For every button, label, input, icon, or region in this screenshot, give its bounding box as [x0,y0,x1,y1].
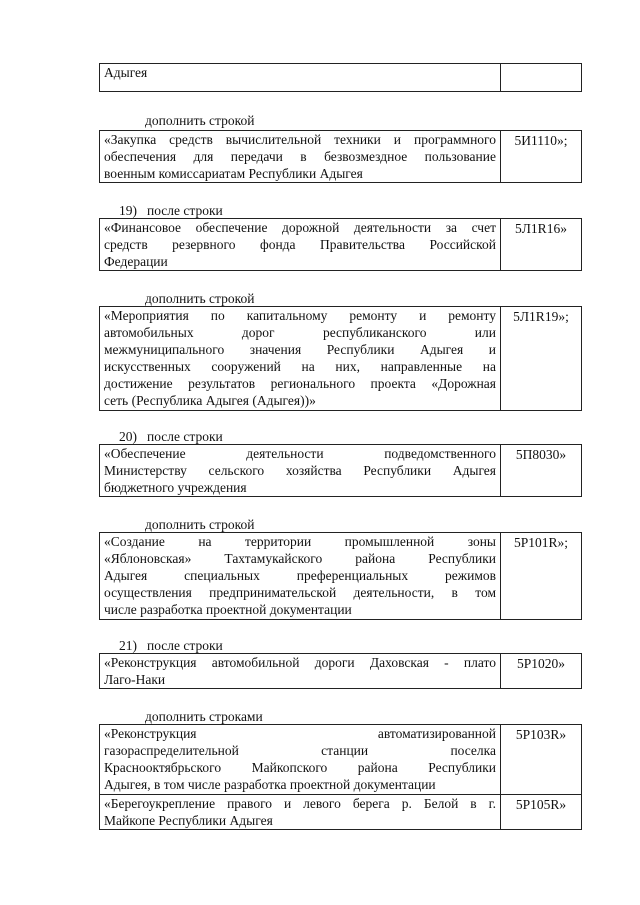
table-row-industrial-zone [99,532,582,620]
table-row-road-finance [99,218,582,271]
table-row [100,533,582,620]
desc-line: Адыгея специальных преференциальных режимов [104,568,496,583]
desc-line: «Создание на территории промышленной зоны [104,534,496,549]
item-number: 20) [119,429,137,444]
row-code: 5Р101R»; [501,533,582,620]
label-text: дополнить строкой [145,113,255,128]
desc-line: Министерству сельского хозяйства Республики Адыгея [104,463,496,478]
desc-line: «Мероприятия по капитальному ремонту и ремонту [104,308,496,323]
desc-line: искусственных сооружений на них, направленные на [104,359,496,374]
desc-line: средств резервного фонда Правительства Российской [104,237,496,252]
row-description [100,64,501,92]
desc-line: Адыгея [104,65,148,80]
instruction-label [119,638,223,654]
table-row [100,654,582,689]
instruction-label [119,429,223,445]
desc-line: «Берегоукрепление правого и левого берега р. Белой в г. [104,796,496,811]
label-text: дополнить строкой [145,291,255,306]
desc-line: достижение результатов регионального проекта «Дорожная [104,376,496,391]
desc-line: Лаго-Наки [104,672,166,687]
table-row-agriculture [99,444,582,497]
row-description [100,533,501,620]
desc-line: газораспределительной станции поселка [104,743,496,758]
row-code: 5И1110»; [501,131,582,183]
item-number: 19) [119,203,137,218]
desc-line: военным комиссариатам Республики Адыгея [104,166,363,181]
desc-line: межмуниципального значения Республики Адыгея и [104,342,496,357]
desc-line: обеспечения для передачи в безвозмездное пользование [104,149,496,164]
row-description [100,131,501,183]
row-code: 5Р103R» [501,725,582,795]
desc-line: «Финансовое обеспечение дорожной деятельности за счет [104,220,496,235]
row-description [100,654,501,689]
desc-line: бюджетного учреждения [104,480,247,495]
row-description [100,795,501,830]
row-description [100,725,501,795]
table-row [100,725,582,795]
row-code: 5Л1R16» [501,219,582,271]
label-text: после строки [147,429,223,444]
desc-line: сеть (Республика Адыгея (Адыгея))» [104,393,316,408]
desc-line: автомобильных дорог республиканского или [104,325,496,340]
label-text: дополнить строками [145,709,263,724]
item-number: 21) [119,638,137,653]
desc-line: Краснооктябрьского Майкопского района Республики [104,760,496,775]
table-row [100,64,582,92]
instruction-label [145,709,263,725]
instruction-label [145,113,254,129]
label-text: после строки [147,638,223,653]
table-row-road-repair [99,306,582,411]
desc-line: Майкопе Республики Адыгея [104,813,273,828]
desc-line: числе разработка проектной документации [104,602,352,617]
row-description [100,307,501,411]
instruction-label [119,203,223,219]
desc-line: «Реконструкция автоматизированной [104,726,496,741]
row-code [501,64,582,92]
desc-line: Федерации [104,254,168,269]
desc-line: «Яблоновская» Тахтамукайского района Республики [104,551,496,566]
row-description [100,219,501,271]
table-fragment-adygea [99,63,582,92]
row-description [100,445,501,497]
table-row [100,795,582,830]
table-row-computers [99,130,582,183]
row-code: 5Р1020» [501,654,582,689]
desc-line: «Обеспечение деятельности подведомственного [104,446,496,461]
row-code: 5П8030» [501,445,582,497]
label-text: дополнить строкой [145,517,255,532]
table-row [100,219,582,271]
table-row-dakhovskaya-road [99,653,582,689]
desc-line: Адыгея, в том числе разработка проектной документации [104,777,436,792]
desc-line: «Закупка средств вычислительной техники и программного [104,132,496,147]
instruction-label [145,291,254,307]
instruction-label [145,517,254,533]
table-rows-additions [99,724,582,830]
label-text: после строки [147,203,223,218]
table-row [100,131,582,183]
table-row [100,307,582,411]
desc-line: «Реконструкция автомобильной дороги Даховская - плато [104,655,496,670]
table-row [100,445,582,497]
row-code: 5Л1R19»; [501,307,582,411]
row-code: 5Р105R» [501,795,582,830]
desc-line: осуществления предпринимательской деятельности, в том [104,585,496,600]
